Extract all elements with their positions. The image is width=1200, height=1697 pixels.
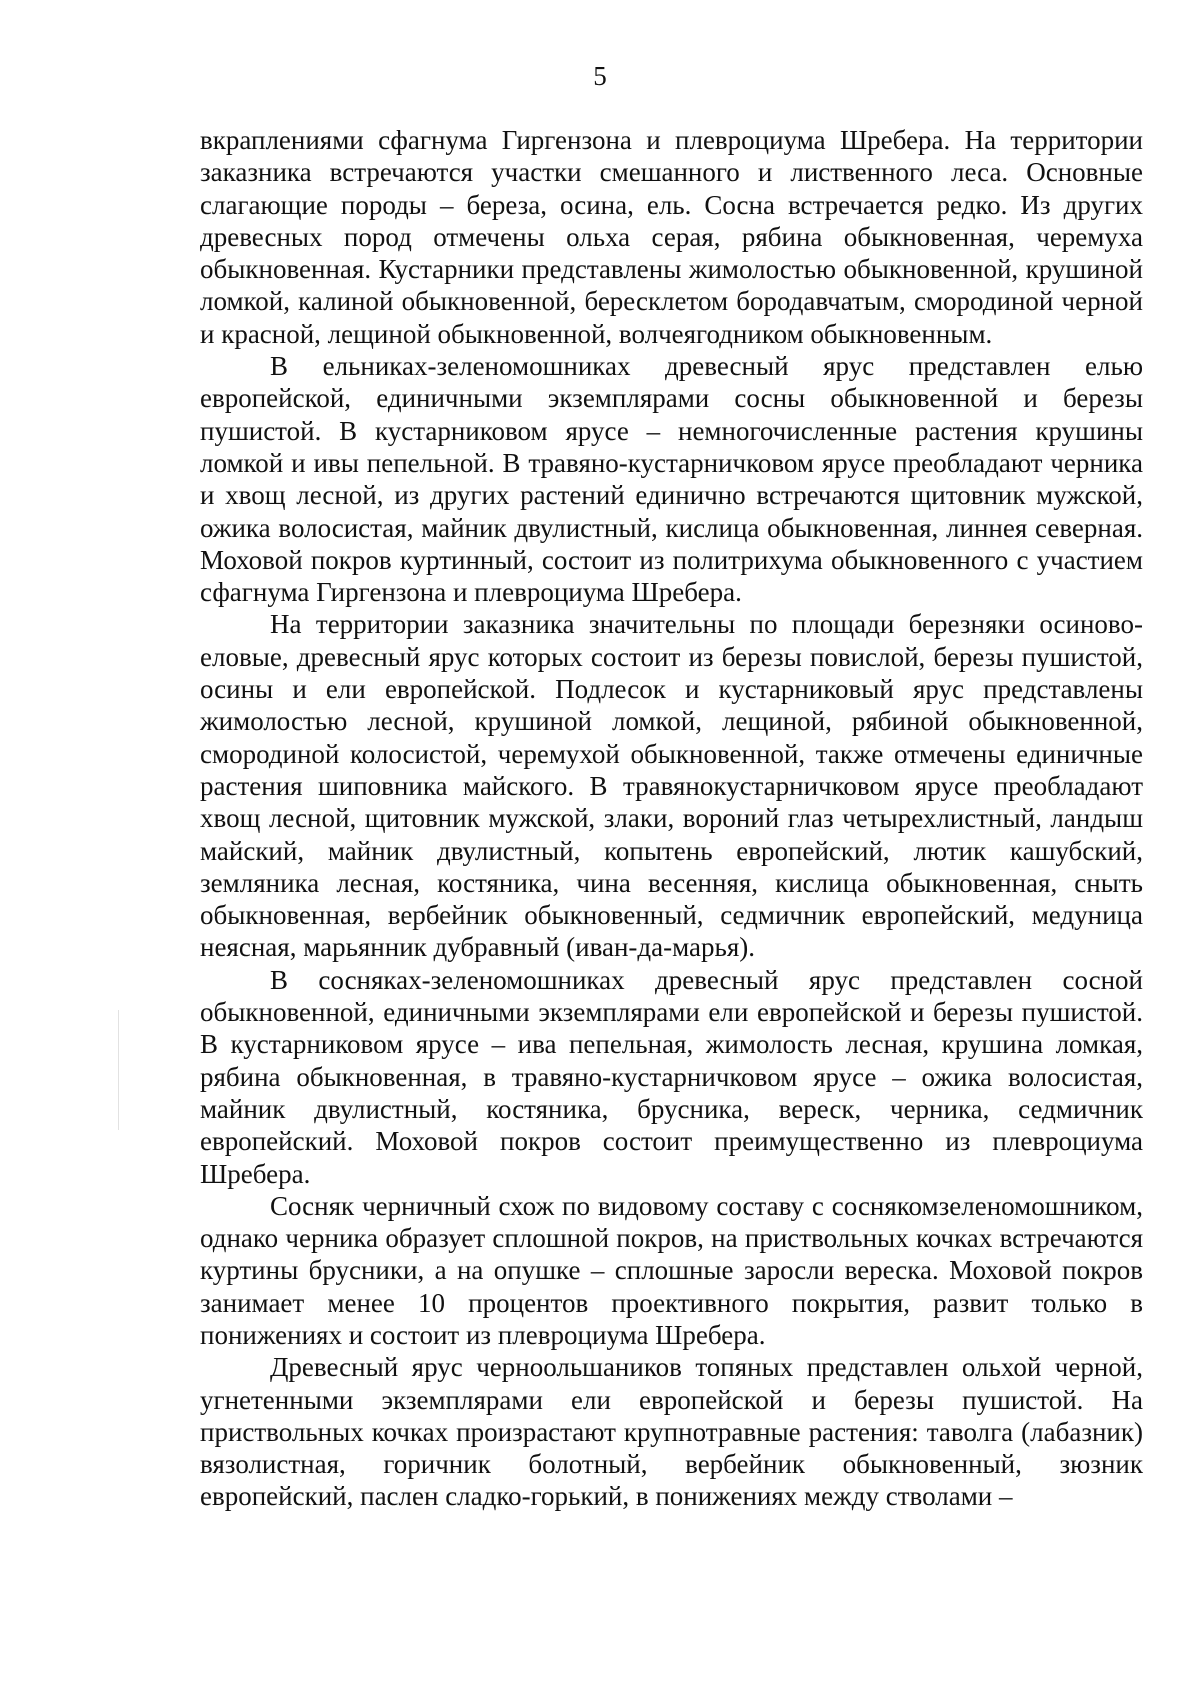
paragraph-3: На территории заказника значительны по площади березняки осиновоеловые, древесный ярус которых состоит из березы повислой, березы пушистой, осины и ели европейской. Подлесок и кустарниковый ярус представлены жимолостью лесной, крушиной ломкой, лещиной, рябиной обыкновенной, смородиной колосистой, черемухой обыкновенной, также отмечены единичные растения шиповника майского. В травянокустарничковом ярусе преобладают хвощ лесной, щитовник мужской, злаки, вороний глаз четырехлистный, ландыш майский, майник двулистный, копытень европейский, лютик кашубский, земляника лесная, костяника, чина весенняя, кислица обыкновенная, сныть обыкновенная, вербейник обыкновенный, седмичник европейский, медуница неясная, марьянник дубравный (иван-да-марья). (200, 609, 1143, 963)
page-number: 5 (593, 61, 607, 91)
document-body (200, 124, 1143, 1513)
paragraph-6: Древесный ярус черноольшаников топяных представлен ольхой черной, угнетенными экземплярами ели европейской и березы пушистой. На приствольных кочках произрастают крупнотравные растения: таволга (лабазник) вязолистная, горичник болотный, вербейник обыкновенный, зюзник европейский, паслен сладко-горький, в понижениях между стволами – (200, 1352, 1143, 1512)
paragraph-1: вкраплениями сфагнума Гиргензона и плевроциума Шребера. На территории заказника встречаются участки смешанного и лиственного леса. Основные слагающие породы – береза, осина, ель. Сосна встречается редко. Из других древесных пород отмечены ольха серая, рябина обыкновенная, черемуха обыкновенная. Кустарники представлены жимолостью обыкновенной, крушиной ломкой, калиной обыкновенной, бересклетом бородавчатым, смородиной черной и красной, лещиной обыкновенной, волчеягодником обыкновенным. (200, 125, 1143, 349)
paragraph-4: В сосняках-зеленомошниках древесный ярус представлен сосной обыкновенной, единичными экземплярами ели европейской и березы пушистой. В кустарниковом ярусе – ива пепельная, жимолость лесная, крушина ломкая, рябина обыкновенная, в травяно-кустарничковом ярусе – ожика волосистая, майник двулистный, костяника, брусника, вереск, черника, седмичник европейский. Моховой покров состоит преимущественно из плевроциума Шребера. (200, 964, 1143, 1189)
scan-margin-line (118, 1010, 119, 1130)
paragraph-5: Сосняк черничный схож по видовому составу с соснякомзеленомошником, однако черника образует сплошной покров, на приствольных кочках встречаются куртины брусники, а на опушке – сплошные заросли вереска. Моховой покров занимает менее 10 процентов проективного покрытия, развит только в понижениях и состоит из плевроциума Шребера. (200, 1190, 1143, 1350)
paragraph-2: В ельниках-зеленомошниках древесный ярус представлен елью европейской, единичными экземплярами сосны обыкновенной и березы пушистой. В кустарниковом ярусе – немногочисленные растения крушины ломкой и ивы пепельной. В травяно-кустарничковом ярусе преобладают черника и хвощ лесной, из других растений единично встречаются щитовник мужской, ожика волосистая, майник двулистный, кислица обыкновенная, линнея северная. Моховой покров куртинный, состоит из политрихума обыкновенного с участием сфагнума Гиргензона и плевроциума Шребера. (200, 351, 1143, 608)
